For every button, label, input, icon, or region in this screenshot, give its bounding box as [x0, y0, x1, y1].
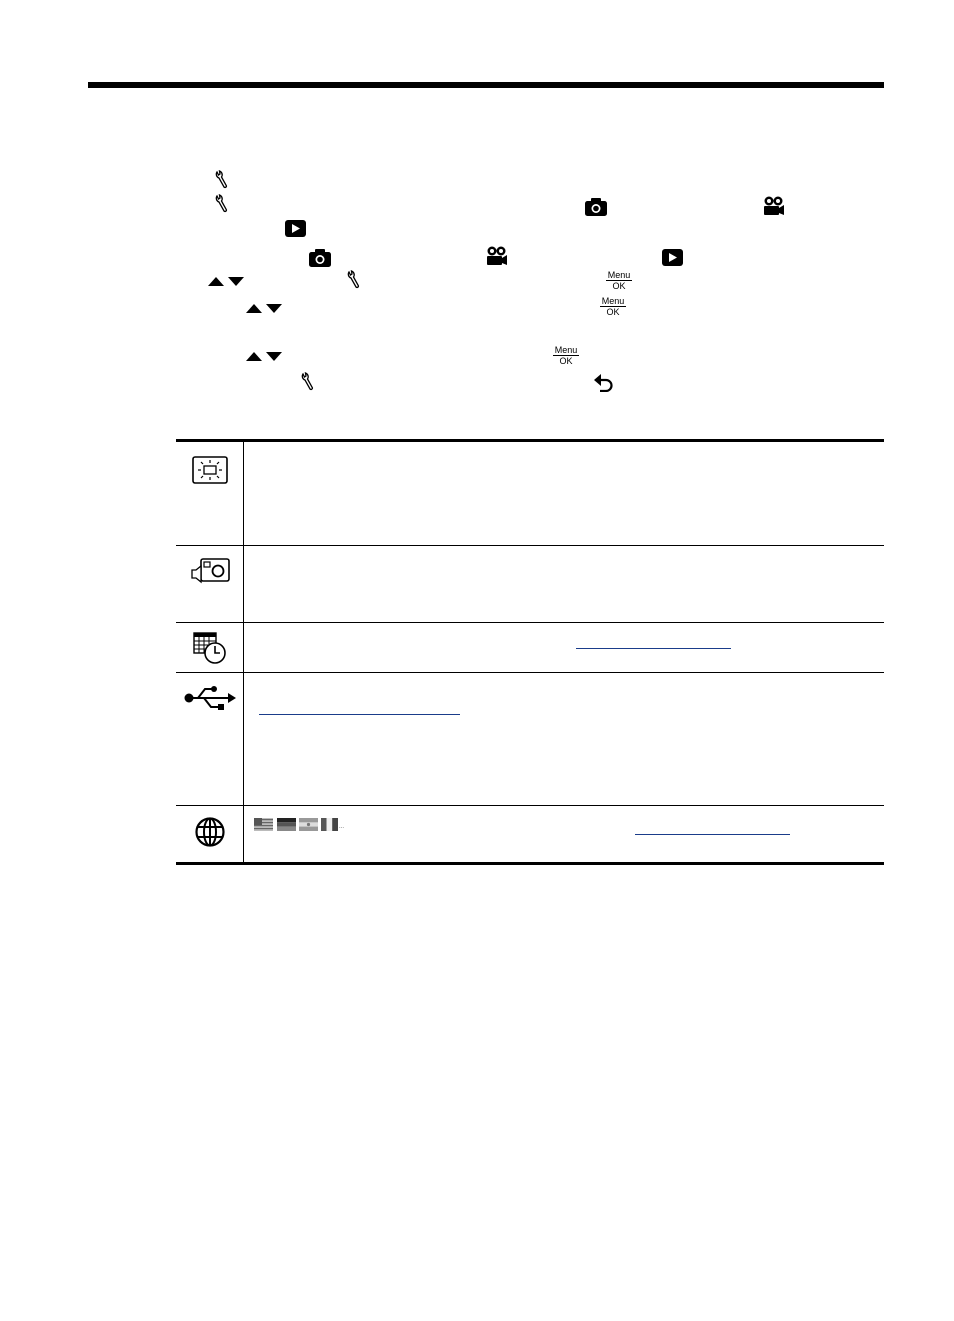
menu-ok-button-icon: Menu OK: [601, 296, 625, 317]
date-time-icon: [193, 631, 227, 665]
table-row: [176, 806, 884, 864]
table-row: [176, 673, 884, 806]
camera-icon: [585, 198, 607, 216]
video-camera-icon: [485, 246, 507, 266]
menu-ok-button-icon: Menu OK: [607, 270, 631, 291]
flag-us-icon: [254, 818, 273, 831]
date-time-link[interactable]: [576, 648, 731, 649]
wrench-icon: [213, 170, 229, 190]
flags-suffix: ...: [339, 824, 345, 830]
playback-icon: [285, 220, 306, 237]
language-link[interactable]: [635, 834, 790, 835]
usb-icon: [184, 685, 236, 713]
table-row: [176, 546, 884, 623]
globe-icon: [195, 817, 225, 847]
camera-icon: [309, 249, 331, 267]
up-down-arrows-icon: [246, 351, 283, 362]
table-row: [176, 441, 884, 546]
back-arrow-icon: [594, 373, 614, 392]
wrench-icon: [345, 270, 361, 290]
flag-de-icon: [277, 818, 296, 831]
video-camera-icon: [762, 196, 784, 216]
menu-ok-button-icon: Menu OK: [554, 345, 578, 366]
settings-table: [176, 439, 884, 865]
camera-sounds-icon: [191, 557, 231, 585]
up-down-arrows-icon: [246, 303, 283, 314]
display-brightness-icon: [192, 456, 228, 484]
flag-it-icon: [321, 818, 338, 831]
header-rule: [88, 82, 884, 88]
wrench-icon: [213, 194, 229, 214]
wrench-icon: [299, 372, 315, 392]
table-row: [176, 623, 884, 673]
playback-icon: [662, 249, 683, 266]
flag-ar-icon: [299, 818, 318, 831]
usb-configuration-link[interactable]: [259, 714, 460, 715]
up-down-arrows-icon: [208, 276, 245, 287]
